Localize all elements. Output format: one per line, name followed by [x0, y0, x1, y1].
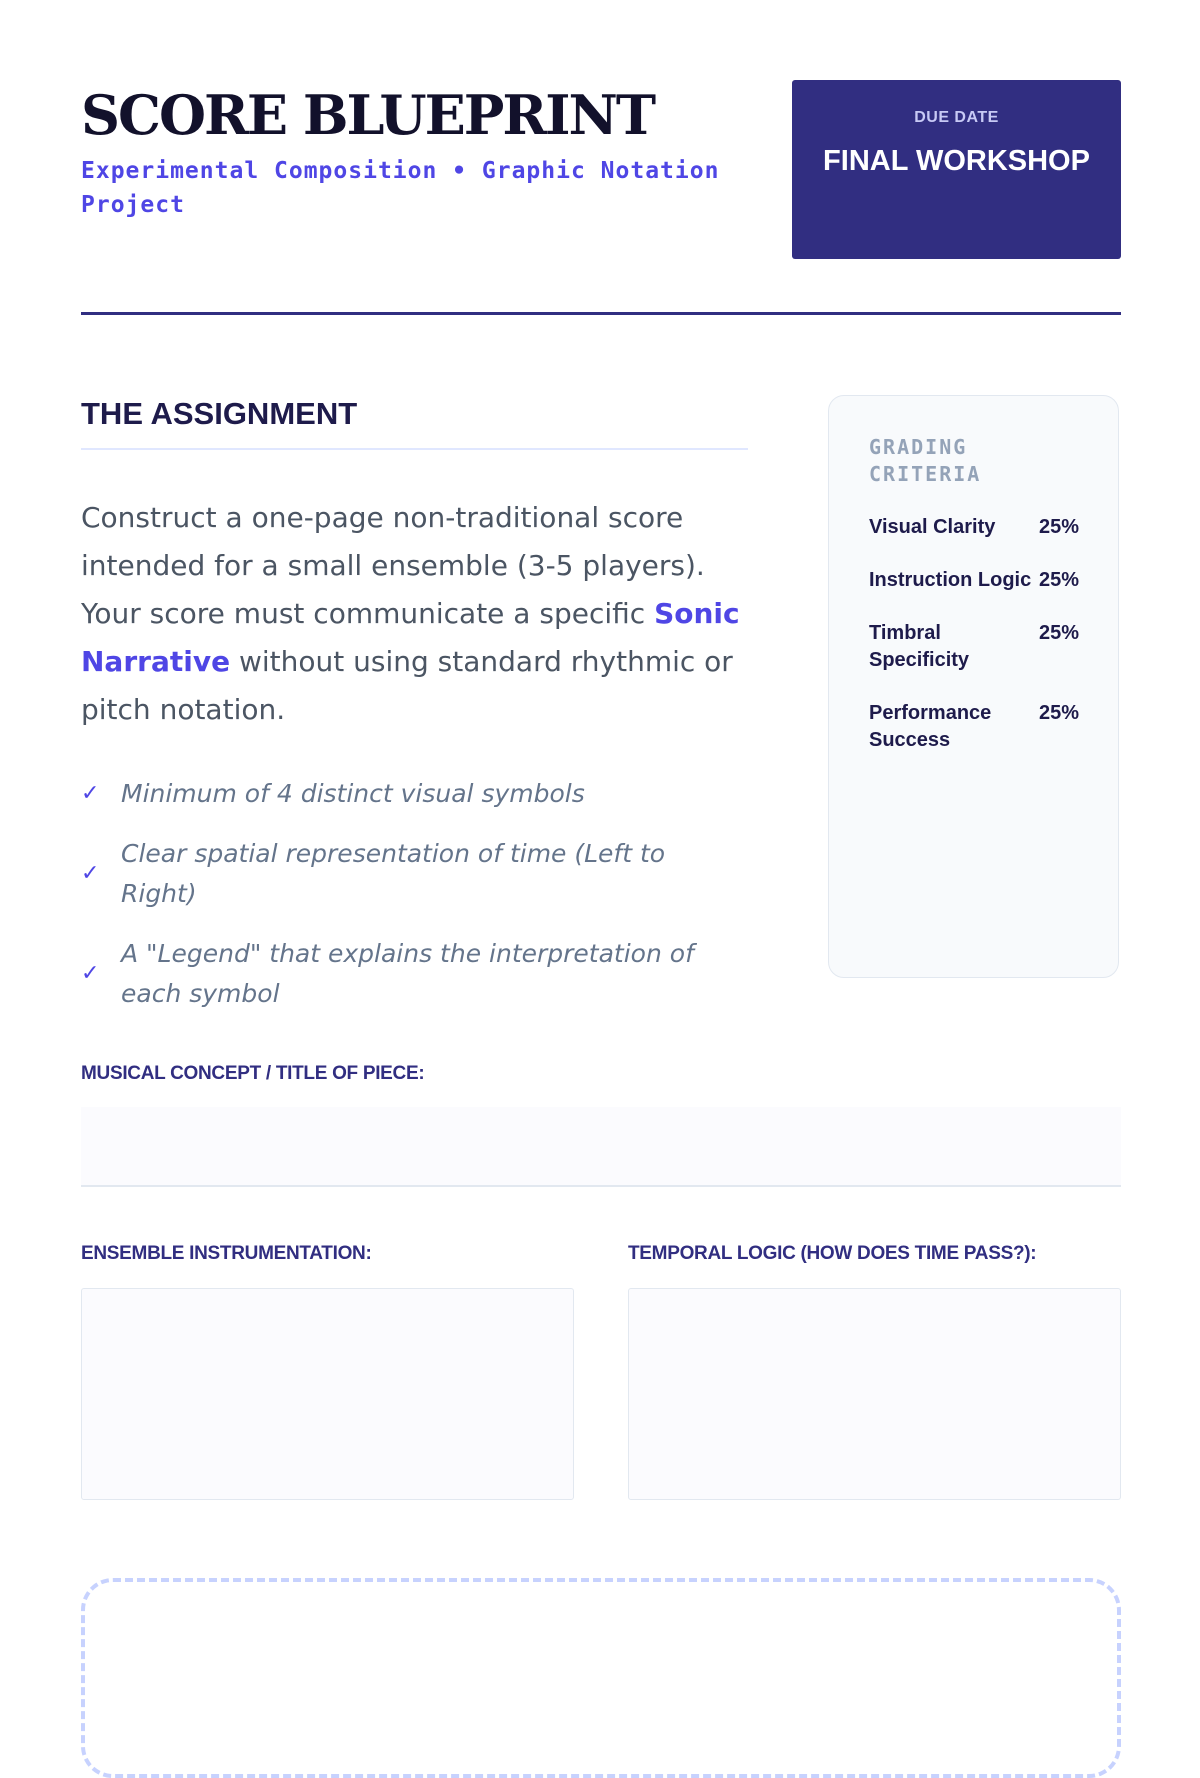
- temporal-label: TEMPORAL LOGIC (HOW DOES TIME PASS?):: [628, 1243, 1037, 1264]
- ensemble-label: ENSEMBLE INSTRUMENTATION:: [81, 1243, 372, 1264]
- criterion-name: Instruction Logic: [869, 569, 1032, 591]
- header-divider: [81, 312, 1121, 315]
- page-header: [81, 80, 1121, 260]
- criterion-name: Visual Clarity: [869, 516, 996, 538]
- temporal-input[interactable]: [628, 1288, 1121, 1500]
- requirement-text: Minimum of 4 distinct visual symbols: [121, 779, 585, 809]
- assignment-description: [81, 494, 748, 734]
- due-date-value: FINAL WORKSHOP: [823, 145, 1090, 177]
- criterion-name: Timbral Specificity: [869, 622, 970, 671]
- requirement-text: A "Legend" that explains the interpretation of each symbol: [121, 939, 694, 1009]
- concept-input[interactable]: [81, 1107, 1121, 1187]
- check-icon: ✓: [81, 861, 100, 887]
- grading-title: GRADING CRITERIA: [869, 435, 982, 486]
- criterion-weight: 25%: [1038, 516, 1079, 538]
- criteria-list: [869, 514, 1079, 780]
- criterion-weight: 25%: [1038, 622, 1079, 644]
- concept-label: MUSICAL CONCEPT / TITLE OF PIECE:: [81, 1063, 425, 1084]
- ensemble-input[interactable]: [81, 1288, 574, 1500]
- assignment-heading: THE ASSIGNMENT: [81, 396, 358, 431]
- description-text-start: Construct a one-page non-traditional score intended for a small ensemble (3-5 players). Your score must communicate a specific: [81, 501, 705, 631]
- check-icon: ✓: [81, 781, 100, 807]
- criterion-weight: 25%: [1038, 569, 1079, 591]
- assignment-page: [81, 0, 1121, 1600]
- check-icon: ✓: [81, 961, 100, 987]
- sonic-narrative-highlight: Sonic Narrative: [81, 597, 740, 679]
- criterion-weight: 25%: [1038, 702, 1079, 724]
- requirement-item: [81, 834, 748, 914]
- requirement-item: [81, 774, 748, 814]
- due-date-card: [792, 80, 1121, 259]
- assignment-divider: [81, 448, 748, 450]
- requirement-item: [81, 934, 748, 1014]
- criterion-name: Performance Success: [869, 702, 992, 751]
- criterion-row: [869, 567, 1079, 594]
- due-date-label: DUE DATE: [914, 109, 999, 126]
- criterion-row: [869, 514, 1079, 541]
- page-title: SCORE BLUEPRINT: [81, 83, 655, 147]
- requirement-text: Clear spatial representation of time (Left to Right): [121, 839, 666, 909]
- criterion-row: [869, 620, 1079, 674]
- criterion-row: [869, 700, 1079, 754]
- requirements-list: [81, 774, 748, 1014]
- assignment-section: [81, 395, 748, 1034]
- grading-criteria-card: [828, 395, 1119, 978]
- page-subtitle: Experimental Composition • Graphic Notation Project: [81, 158, 720, 218]
- score-sketch-area[interactable]: [81, 1578, 1121, 1778]
- description-text-end: without using standard rhythmic or pitch notation.: [81, 645, 733, 727]
